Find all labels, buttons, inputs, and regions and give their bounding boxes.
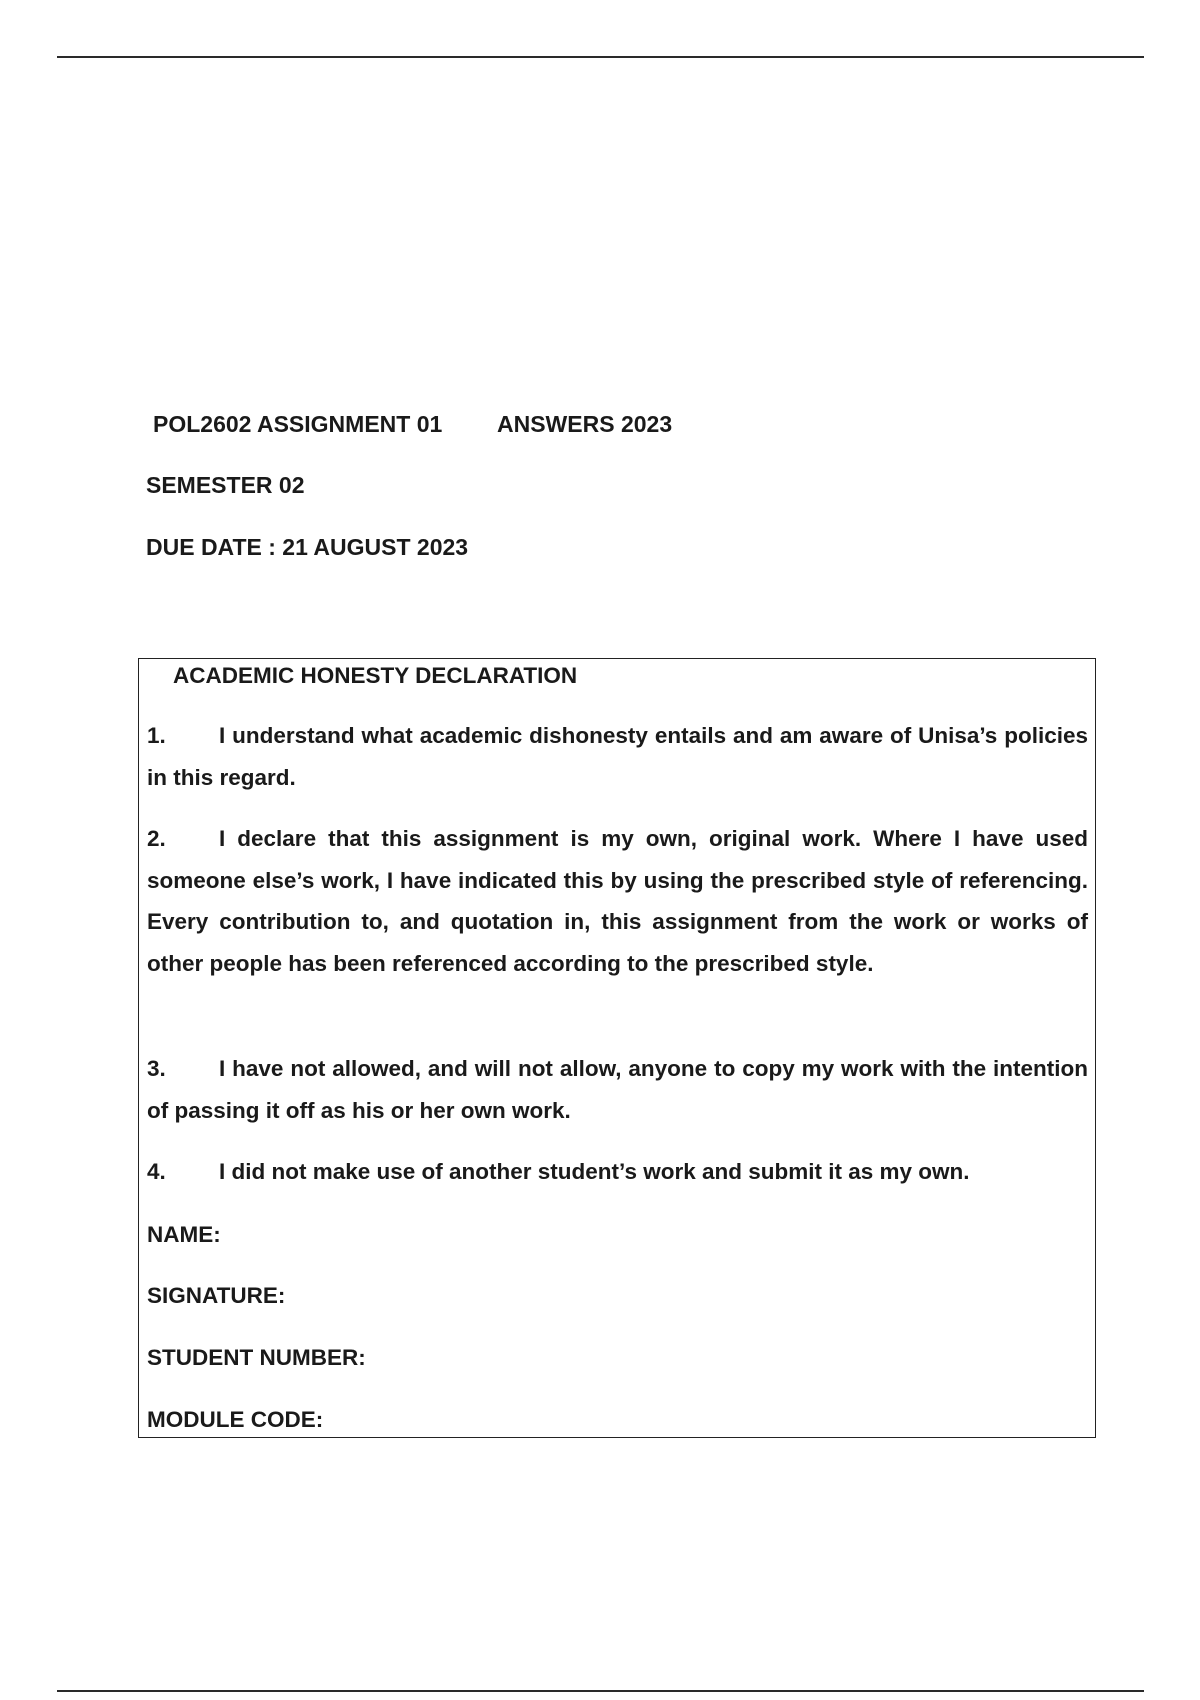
due-date-label: DUE DATE : 21 AUGUST 2023 bbox=[146, 534, 469, 560]
signature-field-label: SIGNATURE: bbox=[147, 1283, 286, 1308]
declaration-item-number: 4. bbox=[147, 1159, 166, 1184]
declaration-item bbox=[147, 1151, 1088, 1193]
declaration-item-text: I understand what academic dishonesty entails and am aware of Unisa’s policies in this regard. bbox=[147, 723, 1088, 790]
declaration-item-number: 2. bbox=[147, 826, 166, 851]
declaration-item-text: I declare that this assignment is my own, original work. Where I have used someone else’s work, I have indicated this by using the prescribed style of referencing. Every contribution to, and quotation in, this assignment from the work or works of other people has been referenced according to the prescribed style. bbox=[147, 826, 1088, 976]
top-rule bbox=[57, 56, 1144, 58]
academic-honesty-declaration-box bbox=[138, 658, 1096, 1438]
declaration-item-number: 1. bbox=[147, 723, 166, 748]
declaration-item-number: 3. bbox=[147, 1056, 166, 1081]
bottom-rule bbox=[57, 1690, 1144, 1692]
declaration-item-text: I did not make use of another student’s work and submit it as my own. bbox=[219, 1159, 970, 1184]
assignment-title: POL2602 ASSIGNMENT 01 bbox=[153, 411, 443, 437]
declaration-item bbox=[147, 818, 1088, 984]
declaration-item bbox=[147, 1048, 1088, 1131]
declaration-title: ACADEMIC HONESTY DECLARATION bbox=[173, 663, 578, 688]
declaration-item bbox=[147, 715, 1088, 798]
student-number-field-label: STUDENT NUMBER: bbox=[147, 1345, 366, 1370]
semester-label: SEMESTER 02 bbox=[146, 472, 305, 498]
name-field-label: NAME: bbox=[147, 1222, 221, 1247]
answers-title: ANSWERS 2023 bbox=[497, 411, 673, 437]
declaration-item-text: I have not allowed, and will not allow, anyone to copy my work with the intention of passing it off as his or her own work. bbox=[147, 1056, 1088, 1123]
module-code-field-label: MODULE CODE: bbox=[147, 1407, 324, 1432]
